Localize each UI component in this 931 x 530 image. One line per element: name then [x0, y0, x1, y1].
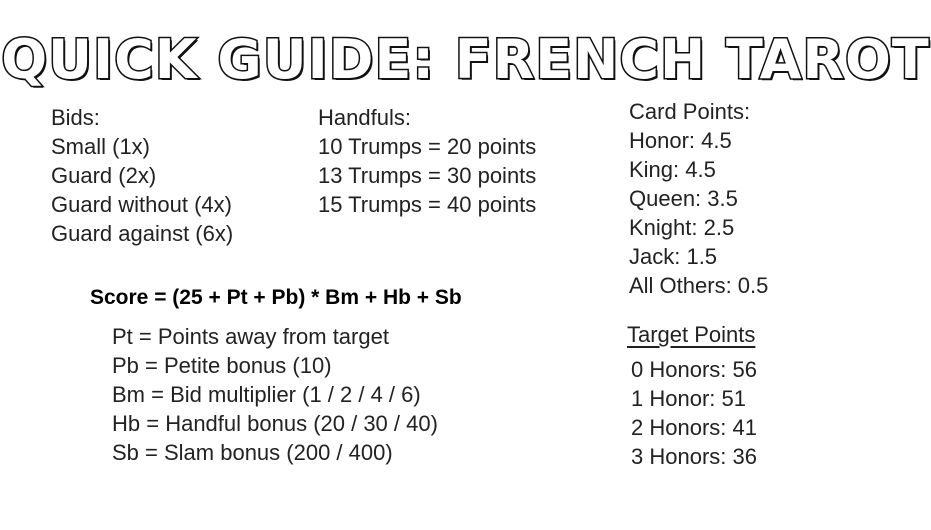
card-point-honor: Honor: 4.5: [629, 128, 732, 153]
variable-hb: Hb = Handful bonus (20 / 30 / 40): [112, 411, 438, 436]
variable-sb: Sb = Slam bonus (200 / 400): [112, 440, 393, 465]
card-point-jack: Jack: 1.5: [629, 244, 718, 269]
score-formula: Score = (25 + Pt + Pb) * Bm + Hb + Sb: [90, 286, 462, 309]
target-point-2-honors: 2 Honors: 41: [631, 415, 757, 440]
bid-item-guard: Guard (2x): [51, 163, 157, 188]
handful-item-10: 10 Trumps = 20 points: [318, 134, 537, 159]
variable-pt: Pt = Points away from target: [112, 324, 389, 349]
target-points-section: [627, 320, 757, 471]
handful-item-15: 15 Trumps = 40 points: [318, 192, 537, 217]
variable-pb: Pb = Petite bonus (10): [112, 353, 332, 378]
card-point-queen: Queen: 3.5: [629, 186, 738, 211]
target-point-3-honors: 3 Honors: 36: [631, 444, 757, 469]
card-point-others: All Others: 0.5: [629, 273, 769, 298]
variable-bm: Bm = Bid multiplier (1 / 2 / 4 / 6): [112, 382, 421, 407]
bids-heading: Bids:: [51, 105, 100, 130]
bid-item-small: Small (1x): [51, 134, 151, 159]
bid-item-guard-against: Guard against (6x): [51, 221, 234, 246]
handfuls-heading: Handfuls:: [318, 105, 411, 130]
card-point-king: King: 4.5: [629, 157, 716, 182]
page-title: QUICK GUIDE: FRENCH TAROT: [1, 28, 930, 91]
handful-item-13: 13 Trumps = 30 points: [318, 163, 537, 188]
bids-section: [51, 103, 233, 248]
handfuls-section: [318, 103, 536, 219]
target-point-0-honors: 0 Honors: 56: [631, 357, 757, 382]
card-point-knight: Knight: 2.5: [629, 215, 735, 240]
target-point-1-honor: 1 Honor: 51: [631, 386, 746, 411]
target-points-heading: Target Points: [627, 322, 756, 347]
formula-variables: [112, 322, 438, 467]
card-points-section: [629, 97, 768, 300]
card-points-heading: Card Points:: [629, 99, 751, 124]
bid-item-guard-without: Guard without (4x): [51, 192, 232, 217]
